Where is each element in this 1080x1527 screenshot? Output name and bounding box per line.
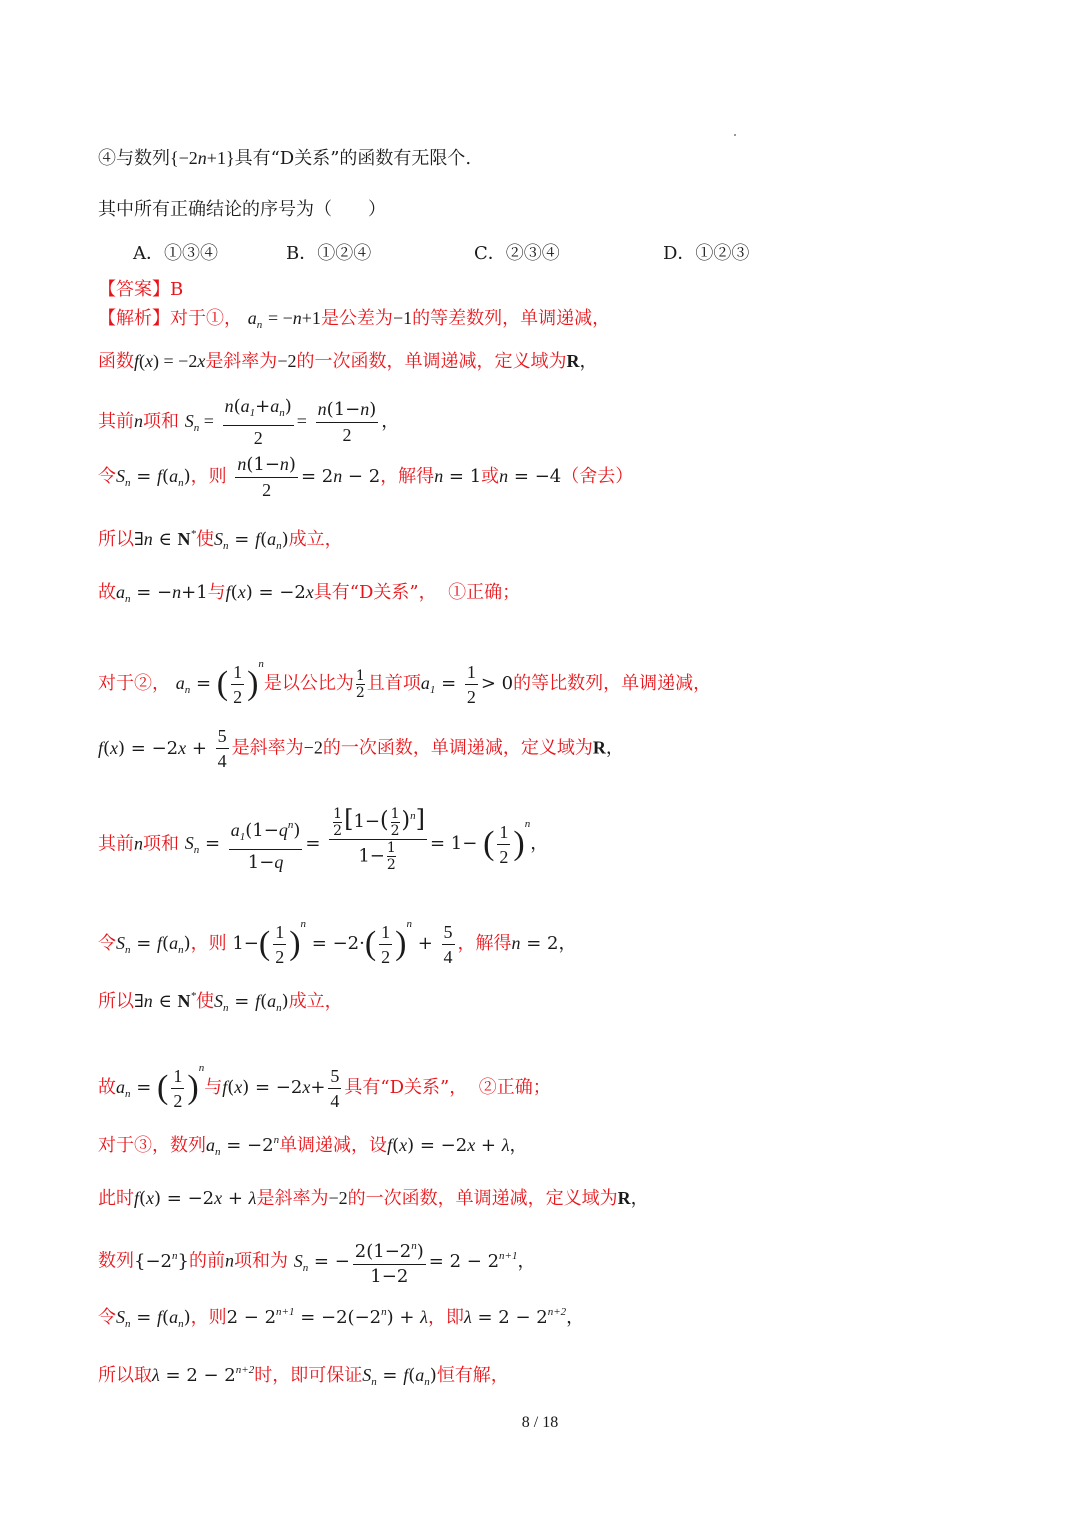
s1-let: 令 <box>98 466 116 487</box>
s3-final-post: 恒有解， <box>436 1365 509 1386</box>
s2-solve: ，解得 <box>457 933 512 954</box>
s3-let: 令 <box>98 1307 116 1328</box>
item4-tail: 具有“D关系”的函数有无限个. <box>234 148 472 169</box>
stray-dot <box>734 134 736 136</box>
s3-final-mid: 时，即可保证 <box>254 1365 363 1386</box>
s2-exist-mid: 使 <box>196 991 215 1012</box>
s3-function-line: 此时f(x) = −2x + λ是斜率为−2的一次函数，单调递减，定义域为R， <box>98 1188 649 1209</box>
s2-let: 令 <box>98 933 116 954</box>
s2-sum-line: 其前n项和 $S_n$ = $\frac{a_1(1-q^n)}{1-q}$ = $\frac{1}{2}$ [1−( $\frac{1}{2}$ )$^n$] 1− $\frac{1}{2}$ = 1− ( $\frac{1}{2}$ )$^n$， <box>98 805 549 874</box>
s1-conc-mark: ①正确； <box>448 582 521 603</box>
s3-let-line: 令$S_n = f(a_n)$，则$2 - 2^{n+1} = -2(-2^n) + \lambda$，即$\lambda = 2 - 2^{n+2}$， <box>98 1306 585 1330</box>
s3-sum-pre: 数列 <box>98 1250 134 1272</box>
s2-func-desc: 是斜率为 <box>231 737 304 759</box>
s1-discard: （舍去） <box>561 466 634 487</box>
s1-solve: ，解得 <box>380 466 435 487</box>
s3-line2-pre: 此时 <box>98 1188 134 1209</box>
s3-final-line: 所以取$\lambda = 2 - 2^{n+2}$时，即可保证$S_n = f(a_n)$恒有解， <box>98 1364 509 1388</box>
s3-desc: 单调递减，设 <box>279 1135 388 1156</box>
s2-function-line: f(x) = −2x + $\frac{5}{4}$ 是斜率为−2的一次函数，单调递减，定义域为R， <box>98 726 624 771</box>
s3-line2-desc2: 的一次函数，单调递减，定义域为 <box>347 1188 618 1209</box>
s3-sum-mid2: 项和为 <box>233 1250 288 1272</box>
s2-sum-pre: 其前 <box>98 833 134 855</box>
s1-sum-mid: 项和 <box>143 411 179 432</box>
s1-func-desc: 是斜率为 <box>205 351 278 372</box>
s1-function-line: 函数f(x) = −2x是斜率为−2的一次函数，单调递减，定义域为R， <box>98 351 598 372</box>
s2-func-desc2: 的一次函数，单调递减，定义域为 <box>322 737 593 759</box>
s1-desc1b: 的等差数列，单调递减， <box>412 308 611 329</box>
question-prompt: 其中所有正确结论的序号为（ ） <box>98 199 386 220</box>
s3-then: ，则 <box>190 1307 227 1328</box>
s2-let-line: 令$S_n = f(a_n)$，则 1−( $\frac{1}{2}$ )$^n$ = −2·( $\frac{1}{2}$ )$^n$ + $\frac{5}{4}$ ，解得n = 2， <box>98 918 577 967</box>
s1-desc1: 是公差为 <box>320 308 393 329</box>
analysis-label: 【解析】 <box>98 308 170 329</box>
s1-exist-pre: 所以 <box>98 529 134 550</box>
s2-then: ，则 <box>190 933 227 954</box>
s2-exist-pre: 所以 <box>98 991 134 1012</box>
s3-sum-mid: 的前 <box>188 1250 225 1272</box>
s1-intro: 对于①， <box>170 308 242 329</box>
s2-intro: 对于②， <box>98 673 170 694</box>
s1-conc-mid: 与 <box>207 582 226 603</box>
s2-intro-line: 对于②， $a_n$ = ( $\frac{1}{2}$ )$^n$是以公比为 $\frac{1}{2}$ 且首项$a_1$ = $\frac{1}{2}$ > 0的等比数列，单调递减， <box>98 658 712 707</box>
option-d[interactable]: D．①②③ <box>663 243 750 264</box>
option-b[interactable]: B．①②④ <box>286 243 372 264</box>
s2-conc-mid: 与 <box>204 1077 223 1098</box>
s1-let-line: 令$S_n = f(a_n)$，则 $\frac{n(1-n)}{2}$ = 2n − 2，解得n = 1或n = −4（舍去） <box>98 454 634 500</box>
s2-conc-mark: ②正确； <box>478 1077 551 1098</box>
analysis-line-1: 【解析】对于①， $a_n = -n+1$是公差为−1的等差数列，单调递减， <box>98 308 611 331</box>
s1-exist-mid: 使 <box>196 529 215 550</box>
s1-exist-line: 所以∃n ∈ N*使$S_n = f(a_n)$成立， <box>98 528 343 552</box>
s2-exist-post: 成立， <box>288 991 343 1012</box>
s1-sum-line: 其前n项和 $S_n$ = $\frac{n(a_1+a_n)}{2}$ = $\frac{n(1-n)}{2}$ ， <box>98 396 400 448</box>
s3-intro: 对于③，数列 <box>98 1135 206 1156</box>
s2-sum-mid: 项和 <box>143 833 179 855</box>
s3-final-pre: 所以取 <box>98 1365 152 1386</box>
s3-line2-desc: 是斜率为 <box>256 1188 329 1209</box>
s2-desc: 是以公比为 <box>263 673 354 694</box>
s1-sum-pre: 其前 <box>98 411 134 432</box>
question-item-4: ④与数列{−2n+1}具有“D关系”的函数有无限个. <box>98 148 472 169</box>
s2-conclusion-line: 故$a_n$ = ( $\frac{1}{2}$ )$^n$与f(x) = −2x+ $\frac{5}{4}$ 具有“D关系”， ②正确； <box>98 1062 551 1111</box>
s1-conc-post: 具有“D关系”， <box>313 582 437 603</box>
s2-desc2: 且首项 <box>366 673 421 694</box>
s2-conc-pre: 故 <box>98 1077 116 1098</box>
s1-func-pre: 函数 <box>98 351 134 372</box>
option-a[interactable]: A．①③④ <box>133 243 218 264</box>
s1-exist-post: 成立， <box>288 529 343 550</box>
s2-conc-post: 具有“D关系”， <box>344 1077 468 1098</box>
item4-label: ④与数列 <box>98 148 170 169</box>
s3-sum-line: 数列$\{-2^n\}$的前n项和为 $S_n$ = − $\frac{2(1-2^n)}{1-2}$ = $2 - 2^{n+1}$， <box>98 1234 535 1289</box>
answer-line: 【答案】B <box>98 279 184 300</box>
page-number: 8 / 18 <box>521 1414 559 1431</box>
options-row <box>0 242 1080 266</box>
s2-desc3: 的等比数列，单调递减， <box>513 673 712 694</box>
s1-func-desc2: 的一次函数，单调递减，定义域为 <box>296 351 567 372</box>
option-c[interactable]: C．②③④ <box>474 243 560 264</box>
s1-or: 或 <box>481 466 500 487</box>
s3-ie: ，即 <box>427 1307 464 1328</box>
s1-conclusion-line: 故$a_n = -n+1$与f(x) = −2x具有“D关系”， ①正确； <box>98 582 521 605</box>
s3-intro-line: 对于③，数列$a_n = -2^n$单调递减，设f(x) = −2x + λ， <box>98 1134 528 1158</box>
s2-exist-line: 所以∃n ∈ N*使$S_n = f(a_n)$成立， <box>98 990 343 1014</box>
s1-conc-pre: 故 <box>98 582 116 603</box>
s1-then: ，则 <box>190 466 227 487</box>
